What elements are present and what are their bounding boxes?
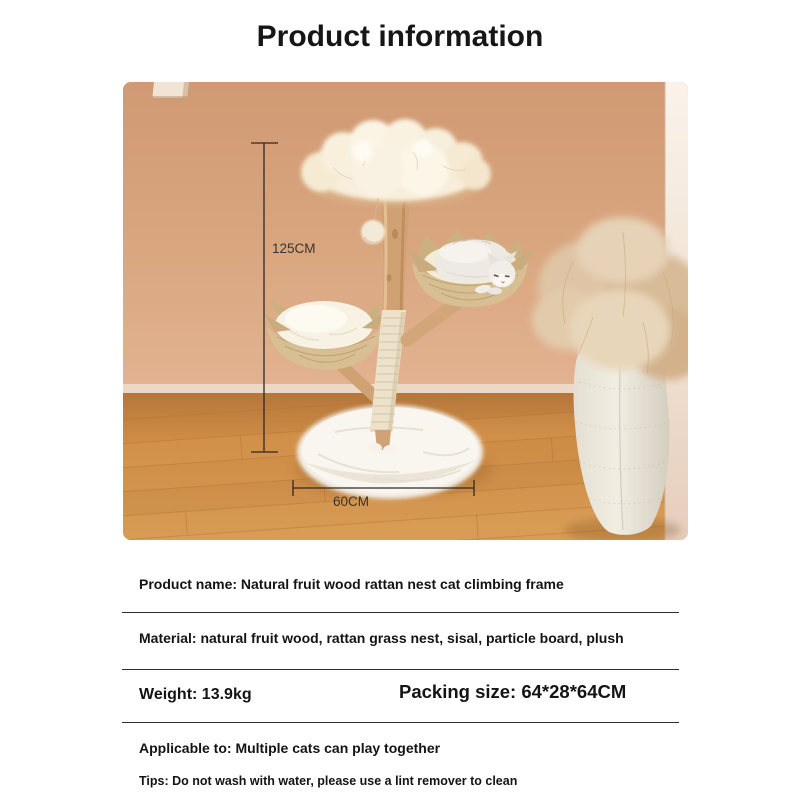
mat-tuft (383, 445, 397, 455)
divider (122, 612, 679, 613)
spec-material: Material: natural fruit wood, rattan grass nest, sisal, particle board, plush (139, 630, 624, 646)
mat-tuft (368, 443, 382, 453)
divider (122, 722, 679, 723)
page-title: Product information (256, 20, 544, 53)
spec-packing-size: Packing size: 64*28*64CM (399, 681, 627, 702)
product-photo (123, 82, 688, 540)
divider (122, 669, 679, 670)
spec-weight: Weight: 13.9kg (139, 686, 252, 703)
spec-applicable: Applicable to: Multiple cats can play together (139, 740, 441, 756)
height-label: 125CM (272, 241, 316, 256)
room-scene (123, 82, 688, 540)
spec-table (122, 560, 679, 800)
cat-paw (488, 287, 502, 294)
light-switch (152, 82, 190, 99)
spec-product-name: Product name: Natural fruit wood rattan nest cat climbing frame (139, 576, 564, 592)
spec-tips: Tips: Do not wash with water, please use a lint remover to clean (139, 774, 518, 788)
cat-eye (505, 276, 510, 277)
width-label: 60CM (332, 494, 370, 509)
